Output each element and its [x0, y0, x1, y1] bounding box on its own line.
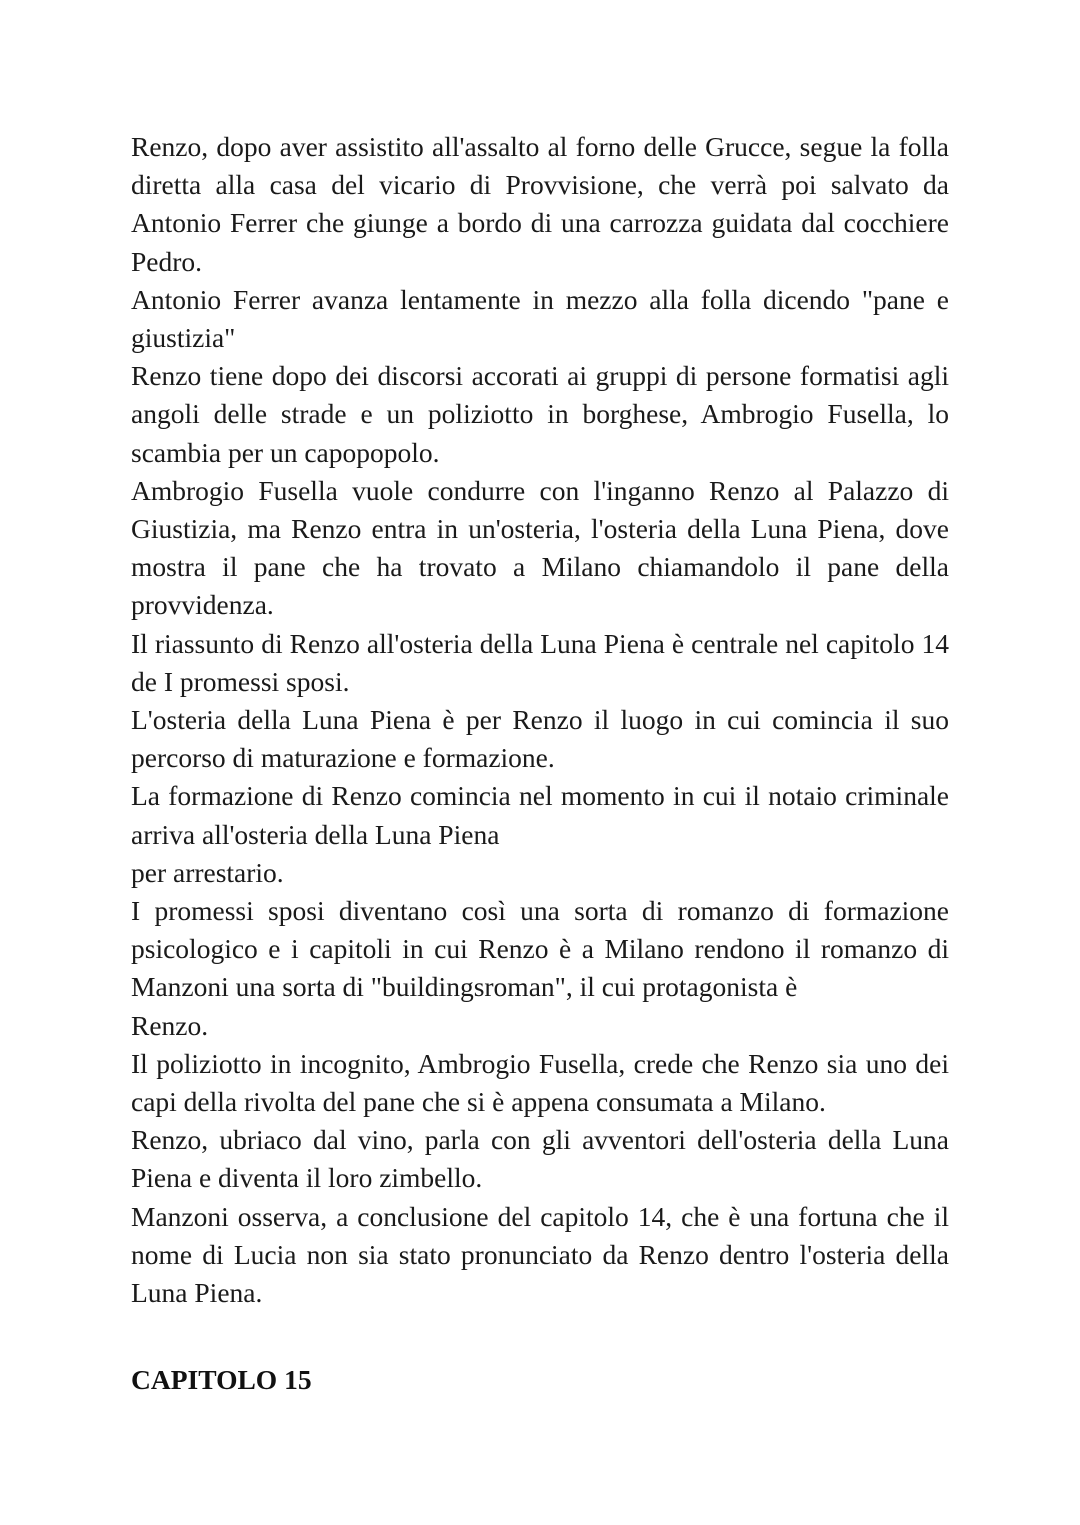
- paragraph-1: Renzo, dopo aver assistito all'assalto al forno delle Grucce, segue la folla diretta alla casa del vicario di Provvisione, che verrà poi salvato da Antonio Ferrer che giunge a bordo di una carrozza guidata dal cocchiere Pedro.: [131, 131, 949, 277]
- paragraph-12: Renzo, ubriaco dal vino, parla con gli avventori dell'osteria della Luna Piena e diventa il loro zimbello.: [131, 1124, 949, 1194]
- paragraph-2: Antonio Ferrer avanza lentamente in mezzo alla folla dicendo "pane e giustizia": [131, 283, 949, 354]
- paragraph-8: per arrestario.: [131, 856, 284, 888]
- chapter-heading: CAPITOLO 15: [131, 1364, 312, 1396]
- document-page: [131, 128, 949, 1400]
- paragraph-5: Il riassunto di Renzo all'osteria della Luna Piena è centrale nel capitolo 14 de I promessi sposi.: [131, 627, 949, 697]
- paragraph-3: Renzo tiene dopo dei discorsi accorati ai gruppi di persone formatisi agli angoli delle strade e un poliziotto in borghese, Ambrogio Fusella, lo scambia per un capopopolo.: [131, 360, 949, 468]
- paragraph-9: I promessi sposi diventano così una sorta di romanzo di formazione psicologico e i capitoli in cui Renzo è a Milano rendono il romanzo di Manzoni una sorta di "buildingsroman", il cui protagonista è: [131, 895, 949, 1003]
- paragraph-4: Ambrogio Fusella vuole condurre con l'inganno Renzo al Palazzo di Giustizia, ma Renzo entra in un'osteria, l'osteria della Luna Piena, dove mostra il pane che ha trovato a Milano chiamandolo il pane della provvidenza.: [131, 474, 949, 621]
- paragraph-11: Il poliziotto in incognito, Ambrogio Fusella, crede che Renzo sia uno dei capi della rivolta del pane che si è appena consumata a Milano.: [131, 1047, 949, 1118]
- paragraph-6: L'osteria della Luna Piena è per Renzo il luogo in cui comincia il suo percorso di maturazione e formazione.: [131, 704, 949, 774]
- paragraph-7: La formazione di Renzo comincia nel momento in cui il notaio criminale arriva all'osteria della Luna Piena: [131, 780, 949, 850]
- paragraph-10: Renzo.: [131, 1009, 209, 1041]
- paragraph-13: Manzoni osserva, a conclusione del capitolo 14, che è una fortuna che il nome di Lucia non sia stato pronunciato da Renzo dentro l'osteria della Luna Piena.: [131, 1200, 949, 1309]
